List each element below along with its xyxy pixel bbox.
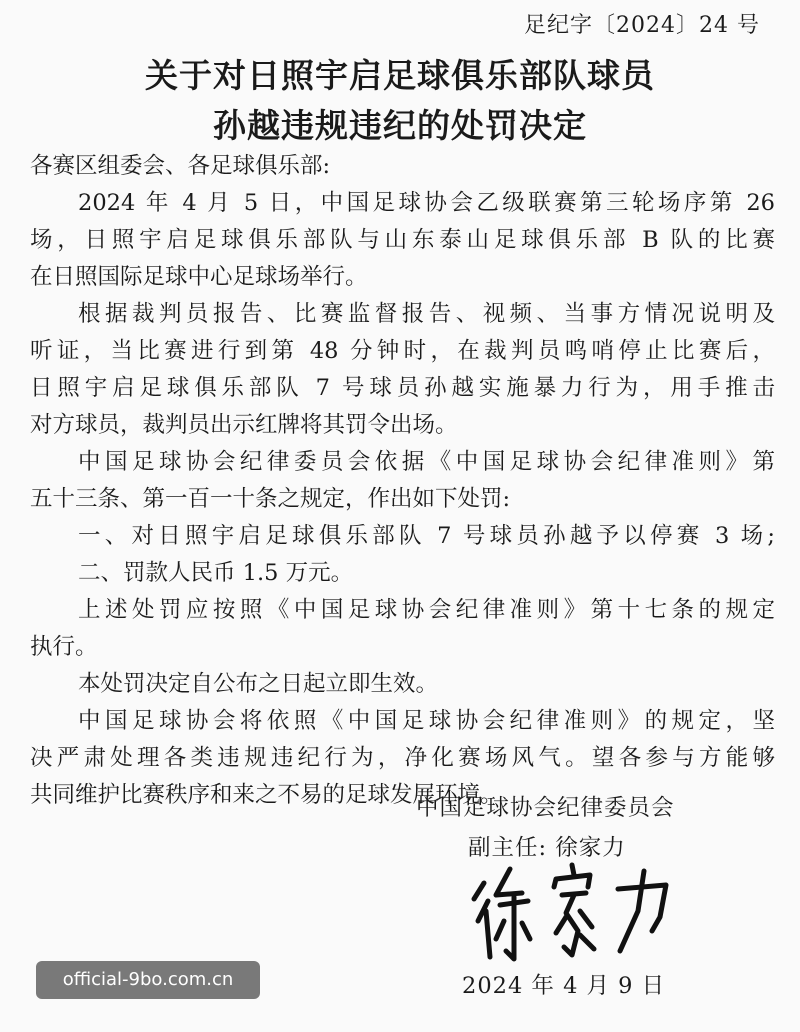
body-line: 各赛区组委会、各足球俱乐部:: [30, 153, 331, 179]
signing-date: 2024 年 4 月 9 日: [462, 973, 666, 999]
body-line: 2024 年 4 月 5 日，中国足球协会乙级联赛第三轮场序第 26: [78, 190, 775, 216]
signatory-title: 副主任: 徐家力: [468, 835, 626, 861]
watermark-badge: official-9bo.com.cn: [36, 961, 260, 999]
body-line: 根据裁判员报告、比赛监督报告、视频、当事方情况说明及: [78, 301, 775, 327]
handwritten-signature: [470, 855, 690, 965]
body-line: 场，日照宇启足球俱乐部队与山东泰山足球俱乐部 B 队的比赛: [30, 227, 775, 253]
body-line: 上述处罚应按照《中国足球协会纪律准则》第十七条的规定: [78, 597, 775, 623]
document-title-line-2: 孙越违规违纪的处罚决定: [213, 106, 587, 145]
body-line: 五十三条、第一百一十条之规定，作出如下处罚:: [30, 486, 511, 512]
body-line: 决严肃处理各类违规违纪行为，净化赛场风气。望各参与方能够: [30, 745, 775, 771]
body-line: 二、罚款人民币 1.5 万元。: [78, 560, 354, 586]
document-title-line-1: 关于对日照宇启足球俱乐部队球员: [145, 56, 655, 95]
body-line: 执行。: [30, 634, 98, 660]
body-line: 共同维护比赛秩序和来之不易的足球发展环境。: [30, 782, 503, 808]
signing-organization: 中国足球协会纪律委员会: [416, 795, 675, 821]
body-line: 本处罚决定自公布之日起立即生效。: [78, 671, 439, 697]
document-body: [30, 148, 775, 814]
body-line: 中国足球协会纪律委员会依据《中国足球协会纪律准则》第: [78, 449, 775, 475]
body-line: 在日照国际足球中心足球场举行。: [30, 264, 368, 290]
body-line: 日照宇启足球俱乐部队 7 号球员孙越实施暴力行为，用手推击: [30, 375, 775, 401]
body-line: 中国足球协会将依照《中国足球协会纪律准则》的规定，坚: [78, 708, 775, 734]
body-line: 听证，当比赛进行到第 48 分钟时，在裁判员鸣哨停止比赛后，: [30, 338, 775, 364]
body-line: 一、对日照宇启足球俱乐部队 7 号球员孙越予以停赛 3 场;: [78, 523, 775, 549]
body-line: 对方球员，裁判员出示红牌将其罚令出场。: [30, 412, 458, 438]
document-number: 足纪字〔2024〕24 号: [524, 13, 760, 38]
